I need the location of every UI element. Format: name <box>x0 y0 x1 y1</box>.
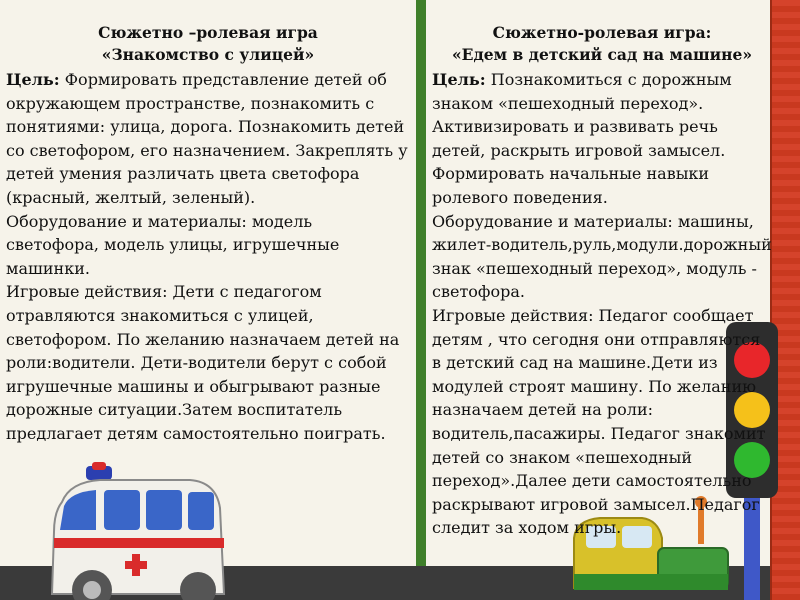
right-goal-text: Познакомиться с дорожным знаком «пешеходный переход». Активизировать и развивать речь детей, раскрыть игровой замысел. Формировать начальные навыки ролевого поведения. <box>432 70 732 207</box>
left-card-body <box>6 68 410 446</box>
left-goal-label: Цель: <box>6 70 60 89</box>
right-title-line2: «Едем в детский сад на машине» <box>451 45 753 64</box>
right-goal-label: Цель: <box>432 70 486 89</box>
right-equipment-paragraph: Оборудование и материалы: машины, жилет-водитель,руль,модули.дорожный знак «пешеходный переход», модуль - светофора. <box>432 211 772 302</box>
left-equipment-paragraph: Оборудование и материалы: модель светофора, модель улицы, игрушечные машинки. <box>6 211 340 278</box>
ambulance-icon <box>40 462 240 600</box>
left-goal-text: Формировать представление детей об окружающем пространстве, познакомить с понятиями: улица, дорога. Познакомить детей со светофором, его назначением. Закреплять у детей умения различать цвета светофора (красный, желтый, зеленый). <box>6 70 408 207</box>
left-actions-paragraph: Игровые действия: Дети с педагогом отравляются знакомиться с улицей, светофором. По желанию назначаем детей на роли:водители. Дети-водители берут с собой игрушечные машины и обыгрывают разные дорожные ситуации.Затем воспитатель предлагает детям самостоятельно поиграть. <box>6 282 400 443</box>
right-card <box>432 22 772 540</box>
right-goal-paragraph <box>432 68 772 210</box>
left-title-line1: Сюжетно –ролевая игра <box>98 23 318 42</box>
right-card-body <box>432 68 772 540</box>
left-goal-paragraph <box>6 68 410 210</box>
left-title-line2: «Знакомство с улицей» <box>101 45 315 64</box>
right-actions-paragraph: Игровые действия: Педагог сообщает детям , что сегодня они отправляются в детский сад на машине.Дети из модулей строят машину. По желанию назначаем детей на роли: водитель,пасажиры. Педагог знакомит детей со знаком «пешеходный переход».Далее дети самостоятельно раскрывают игровой замысел.Педагог следит за ходом игры. <box>432 305 766 538</box>
left-card <box>6 22 410 446</box>
left-card-title <box>6 22 410 66</box>
right-title-line1: Сюжетно-ролевая игра: <box>492 23 712 42</box>
right-card-title <box>432 22 772 66</box>
